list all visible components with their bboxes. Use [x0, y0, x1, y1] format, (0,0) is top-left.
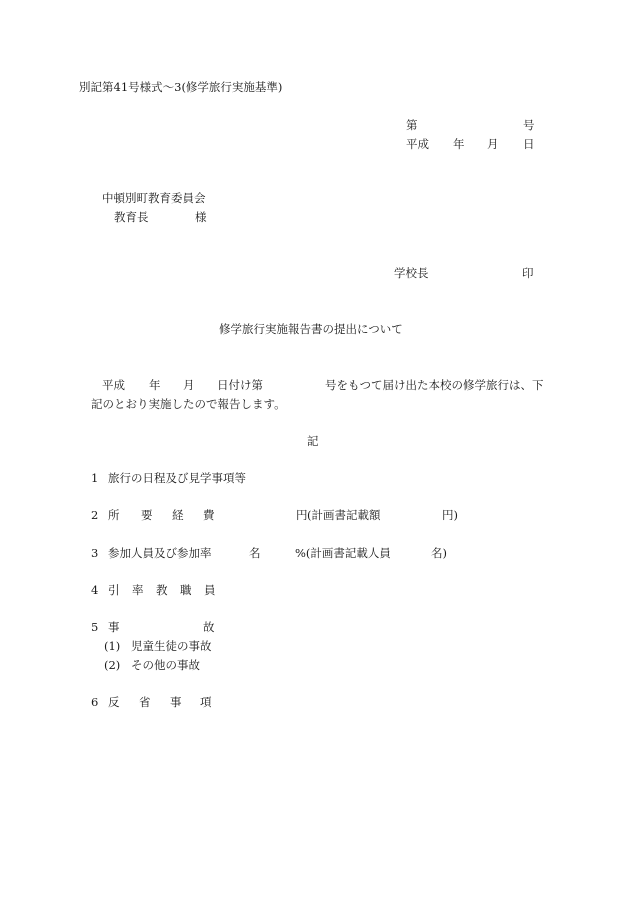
item-2-planned-open: (計画書記載額	[307, 508, 381, 522]
item-2-label-char: 経	[172, 508, 184, 522]
body-line2: 記のとおり実施したので報告します。	[91, 397, 286, 411]
item-5-sub1-number: (1)	[104, 639, 121, 653]
ki-marker: 記	[307, 434, 319, 448]
item-1-number: 1	[91, 471, 99, 485]
item-3-persons: 名	[249, 546, 261, 560]
item-2-label-char: 要	[141, 508, 153, 522]
item-3-number: 3	[91, 546, 99, 560]
addressee-organization: 中頓別町教育委員会	[102, 191, 206, 205]
sender-seal: 印	[522, 266, 534, 280]
item-5-label-char: 故	[203, 620, 215, 634]
document-number-prefix: 第	[406, 118, 418, 132]
document-number-suffix: 号	[523, 118, 535, 132]
date-day-unit: 日	[523, 137, 535, 151]
item-3-label: 参加人員及び参加率	[108, 546, 212, 560]
item-5-sub1-label: 児童生徒の事故	[131, 639, 212, 653]
date-month-unit: 月	[487, 137, 499, 151]
item-4-label-char: 引	[108, 583, 120, 597]
item-5-number: 5	[91, 620, 99, 634]
body-era: 平成	[102, 378, 125, 392]
date-year-unit: 年	[453, 137, 465, 151]
item-3-percent-open: %(計画書記載人員	[295, 546, 391, 560]
item-4-label-char: 職	[180, 583, 192, 597]
item-2-label-char: 費	[203, 508, 215, 522]
addressee-honorific: 様	[195, 210, 207, 224]
item-6-label-char: 項	[200, 695, 212, 709]
item-4-label-char: 率	[132, 583, 144, 597]
body-dated: 日付け第	[217, 378, 263, 392]
item-2-planned-close: 円)	[442, 508, 458, 522]
item-3-persons-close: 名)	[431, 546, 447, 560]
document-title: 修学旅行実施報告書の提出について	[219, 322, 403, 336]
item-1-label: 旅行の日程及び見学事項等	[108, 471, 246, 485]
form-reference: 別記第41号様式〜3(修学旅行実施基準)	[79, 80, 283, 94]
date-era: 平成	[406, 137, 429, 151]
item-6-label-char: 反	[108, 695, 120, 709]
item-5-label-char: 事	[108, 620, 120, 634]
item-2-yen: 円	[296, 508, 308, 522]
body-month-unit: 月	[183, 378, 195, 392]
item-5-sub2-number: (2)	[104, 658, 121, 672]
item-6-label-char: 省	[139, 695, 151, 709]
item-6-label-char: 事	[170, 695, 182, 709]
sender-title: 学校長	[394, 266, 429, 280]
item-6-number: 6	[91, 695, 99, 709]
item-4-label-char: 員	[204, 583, 216, 597]
body-line1-rest: 号をもつて届け出た本校の修学旅行は、下	[325, 378, 544, 392]
item-4-label-char: 教	[156, 583, 168, 597]
item-4-number: 4	[91, 583, 99, 597]
body-year-unit: 年	[149, 378, 161, 392]
addressee-title: 教育長	[114, 210, 149, 224]
item-2-label-char: 所	[108, 508, 120, 522]
item-2-number: 2	[91, 508, 99, 522]
item-5-sub2-label: その他の事故	[131, 658, 200, 672]
